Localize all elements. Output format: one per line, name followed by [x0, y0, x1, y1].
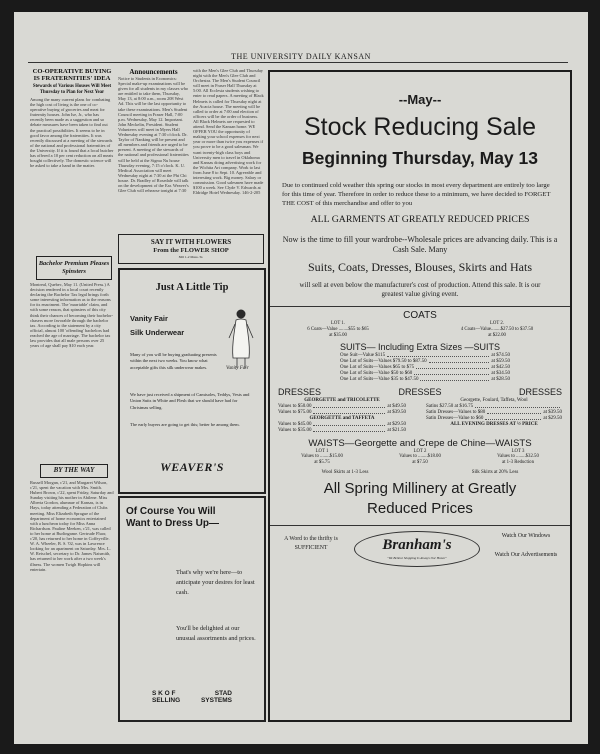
wool-skirts: Wool Skirts at 1-3 Less — [321, 469, 369, 475]
dresses-heading-center: DRESSES — [398, 386, 442, 397]
waists-heading: WAISTS—Georgette and Crepe de Chine—WAISTS — [308, 437, 532, 449]
stock-reducing-sale-ad — [268, 70, 572, 722]
coats-heading: COATS — [403, 309, 437, 321]
suit-row: One Lot of Suits—Values $79.50 to $87.50 at $59.50 — [340, 358, 510, 364]
thrifty-line: A Word to the thrifty is SUFFICIENT — [284, 535, 338, 551]
suit-row: One Lot of Suits—Values $65 to $75 at $42.50 — [340, 364, 510, 370]
suits-line: Suits, Coats, Dresses, Blouses, Skirts and Hats — [307, 259, 532, 274]
skirts-line — [270, 470, 570, 475]
branhams-logo — [354, 531, 480, 567]
selling-label: SELLING — [152, 697, 181, 704]
of-course-headline: Of Course You Will Want to Dress Up— — [126, 506, 219, 529]
sale-intro: Due to continued cold weather this spring our stocks in most every department are entirely too large for this time of year. Therefore in order to reduce these to a minimum, we have decided to FORGET THE COST of this merchandise and offer to you — [282, 182, 551, 207]
all-evening-dresses: ALL EVENING DRESSES AT ½ PRICE — [450, 421, 538, 427]
millinery-line: All Spring Millinery at Greatly Reduced Prices — [323, 479, 517, 517]
georgette-foulard: Georgette, Foulard, Taffeta, Wool — [460, 397, 528, 403]
header-rule — [28, 62, 568, 63]
dresses-left: GEORGETTE and TRICOLETTE Values to $50.00 at $49.50 Values to $75.00 at $39.50 GEORGETTE and TAFFETA Values to $45.00 at $29.50 Values to $35.00 at $21.50 — [278, 397, 406, 433]
bachelor-headline: Bachelor Premium Pleases Spinsters — [38, 260, 110, 275]
flower-line1: SAY IT WITH FLOWERS — [150, 238, 232, 246]
silk-skirts: Silk Skirts at 20% Less — [471, 469, 519, 475]
coats-lot1-label: LOT 1. — [330, 320, 346, 326]
bachelor-article — [30, 282, 114, 460]
branhams-tagline: "We Believe Shopping Is Always Our Honor" — [387, 555, 447, 560]
skof-stad-ad — [118, 496, 266, 722]
garments-line: ALL GARMENTS AT GREATLY REDUCED PRICES — [310, 214, 530, 225]
vanity-fair-label: Vanity Fair — [130, 314, 168, 323]
weavers-headline: Just A Little Tip — [155, 282, 229, 293]
branhams-wordmark: Branham's — [382, 536, 452, 553]
now-line: Now is the time to fill your wardrobe--Wholesale prices are advancing daily. This is a Cash Sale. Many — [282, 234, 558, 254]
announcements-headline: Announcements — [129, 68, 178, 76]
coats-lot2-label: LOT 2. — [489, 320, 505, 326]
flower-shop-ad — [118, 234, 264, 264]
weavers-paragraph-1: Many of you will be buying graduating presents within the next two weeks. You know what acceptable gifts this silk underwear makes. — [130, 352, 217, 370]
waist-lots: LOT 1 Values to ........$15.00 at $5.75 LOT 2 Values to ........$18.00 at $7.50 LOT 3 Values to ........$32.50 at 1-3 Reduction — [301, 448, 539, 466]
coop-article: Among the many current plans for combating the high cost of living is the one of co-operative buying of groceries and meat for fraternity houses. John Ise, Jr., who has recently been made as a suggestion and so debate measures have been taken to find out the practical possibilities. It seems to be in good favor among the fraternities. It was recently discussed at a meeting of the stewards of the national and professional fraternities of the University. If it is found that a local butcher has offered a 10 per cent reduction on all meats bought collectively. The domestic science will be asked to take a hand in the matter. — [30, 97, 114, 169]
bachelor-head-box — [36, 256, 112, 280]
suit-row: One Suit—Value $115 at $74.50 — [340, 352, 510, 358]
of-course-paragraph-2: You'll be delighted at our unusual assortments and prices. — [176, 625, 256, 642]
suit-row: One Lot of Suits—Value $35 to $47.50 at $28.50 — [340, 376, 510, 382]
woman-illustration — [224, 308, 258, 370]
watch-windows: Watch Our Windows — [501, 532, 551, 539]
coats-lot1-detail: 6 Coats—Value ........$55 to $65 — [307, 326, 369, 332]
georgette-taffeta: GEORGETTE and TAFFETA — [309, 415, 375, 421]
by-the-way-headline: BY THE WAY — [53, 466, 95, 474]
stad-label: STAD — [214, 690, 232, 697]
coop-subhead: Stewards of Various Houses Will Meet Thursday to Plan for Next Year — [32, 84, 112, 95]
sale-title: Stock Reducing Sale — [303, 113, 537, 141]
announcements-column — [118, 68, 264, 228]
page-header: THE UNIVERSITY DAILY KANSAN — [231, 52, 371, 61]
skof-label: S K O F — [152, 690, 176, 697]
dresses-right: Georgette, Foulard, Taffeta, Wool Satins $27.50 at $16.75 Satin Dresses—Values to $80 at $39.50 Satin Dresses—Value to $60 at $29.50 ALL EVENING DRESSES AT ½ PRICE — [426, 397, 562, 427]
suits-heading: SUITS— Including Extra Sizes —SUITS — [339, 341, 501, 352]
sell-line: will sell at even below the manufacturer's cost of production. Attend this sale. It is our greatest value giving event. — [299, 280, 541, 298]
by-the-way-box — [40, 464, 108, 478]
weavers-signature: WEAVER'S — [160, 460, 224, 474]
newspaper-page — [14, 12, 588, 744]
left-column — [30, 68, 114, 250]
announcements-body: Notice to Students in Economics: Special make-up examinations will be given for all students in my classes who are entitled to take them, Thursday, May 13, at 8:00 a.m., room 208 West Ad. This will be the last opportunity to take these examinations. Men's Student Council meeting in Fraser Hall, 7:00 p.m. Wednesday, May 12. Important. John Meckelin, President. Student Volunteers will meet in Myers Hall Wednesday evening at 7:30 o'clock. Dr. Taylor of Nanking will be present and all members and friends are urged to be present. A meeting of the stewards of the national and professional fraternities will be held at the Sigma Nu house Thursday evening, 7:15 o'clock. K. U. Medical Association will meet Wednesday night at 7:30 at the Phi Chi house. Dr. Bradley of Rosedale will talk on the development of the Ear. Weaver's Glee Club will rehearse tonight at 7:30 with the Men's Glee Club and Thursday night with the Men's Glee Club and Orchestra. The Men's Student Council will meet in Fraser Hall Thursday at 5:00. All Ecclesia students wishing to enter to read papers. A meeting of Black Helmets is called for Thursday night at the Acacia house. The meeting will be called to order at 7:00 and election of officers will be the order of business. All Black Helmets are requested to attend. Send the Kansan home. WE OFFER YOU the opportunity of making your school expenses for next year or more than twice you expenses if you prove to be a good salesman. We want twenty-high class boys and University men to travel in Oklahoma and Kansas doing advertising work for the Wichita Art company. Work to last from June 8 to Sept. 10. Agreeable and interesting work. Big money. Salary or commission. Good salesmen have made $100 a week. See Clyde V. Edwards at Eldridge Hotel Wednesday. 146-2-205 — [118, 68, 264, 196]
vanity-fair-script: Vanity Fair — [226, 366, 249, 371]
georgette-tricolette: GEORGETTE and TRICOLETTE — [304, 397, 380, 403]
by-the-way-body: Russell Morgan, c'21, and Margaret Wilson, c'21, spent the vacation with Mrs. Smith. Hubert Brown, c'22, spent Friday, Saturday and Sunday visiting his mother in Abilene. Miss Alberta Gordon, alumnae of Kansas, is in Hays, today attending a Federation of Clubs meeting. Miss Elizabeth Sprague of the department of home economics entertained with a luncheon today for Miss Anna Richardson. Pauline Meeken, c'21, was called to her home at Burlingame. Gertrude Fluor, c'20, has returned to her home in Coffeyville. W. A. Wheeler, B. S. '02, was in Lawrence looking for an apartment on Saturday. Mrs. L. W. Reischel, secretary to Dr. James Naismith, has returned to her work after a two week's illness. The women Twigh Hopkins will entertain. — [30, 480, 114, 572]
flower-address: 826 1-2 Mass. St. — [178, 255, 204, 259]
ad-footer — [270, 529, 570, 585]
flower-line2: From the FLOWER SHOP — [153, 247, 229, 254]
silk-underwear-label: Silk Underwear — [130, 328, 185, 337]
skof-logo — [152, 690, 232, 704]
weavers-paragraph-2: We have just received a shipment of Camisoles, Teddys, Vests and Union Suits in White and Flesh that we should have had for Christmas selling. — [130, 392, 250, 410]
coop-headline: CO-OPERATIVE BUYING IS FRATERNITIES' IDEA — [32, 68, 112, 82]
coats-lot1-price: at $35.00 — [329, 332, 347, 338]
weavers-paragraph-3: The early buyers are going to get this; better be among them. — [130, 422, 240, 427]
watch-advertisements: Watch Our Advertisements — [494, 551, 558, 558]
by-the-way-column — [30, 480, 114, 716]
dresses-heading-right: DRESSES — [518, 386, 562, 397]
coats-lot2-price: at $22.00 — [488, 332, 506, 338]
dresses-heading-left: DRESSES — [278, 386, 322, 397]
of-course-paragraph-1: That's why we're here—to anticipate your desires for least cash. — [176, 569, 255, 596]
systems-label: SYSTEMS — [200, 697, 232, 704]
bachelor-body: Montreal, Quebec, May 11. (United Press.) A decision rendered in a local court recently declaring the Bachelor Tax legal brings forth some interesting information as to the reasons for its enactment. The 'marriable' claim, and with some reason, that spinsters of this city think their chances of becoming their bachelor-chasers more favorable through the bachelor tax. According to the statement by a city official, almost 100 'offending' bachelors had reached the age of marriage. The bachelor tax law provides that all male persons over 25 years of age shall pay $10 each year. — [30, 282, 114, 349]
suits-price-list — [340, 353, 510, 383]
may-label: --May-- — [398, 92, 442, 107]
weavers-ad — [118, 268, 266, 494]
suit-row: One Lot of Suits—Value $50 to $60 at $34.50 — [340, 370, 510, 376]
coats-lot2-detail: 4 Coats—Value........$27.50 to $37.50 — [460, 326, 534, 332]
sale-subtitle: Beginning Thursday, May 13 — [302, 148, 538, 168]
